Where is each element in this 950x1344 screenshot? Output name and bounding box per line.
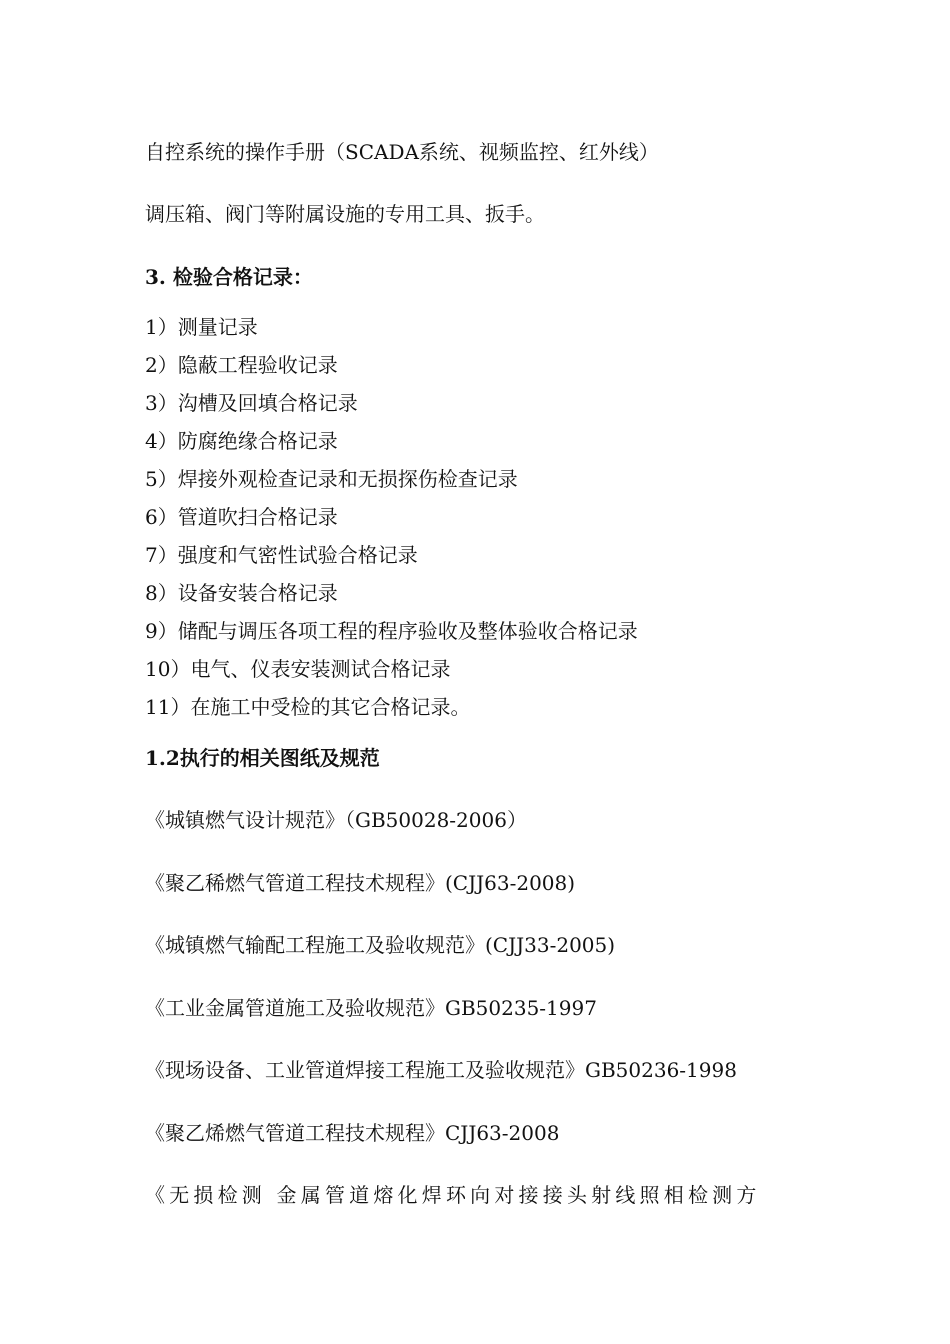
standard-item-4: 《工业金属管道施工及验收规范》GB50235-1997 [145, 996, 597, 1020]
record-item-1: 1）测量记录 [145, 315, 258, 339]
section-1-2-heading: 1.2执行的相关图纸及规范 [145, 746, 380, 770]
record-item-8: 8）设备安装合格记录 [145, 581, 338, 605]
record-item-11: 11）在施工中受检的其它合格记录。 [145, 695, 471, 719]
section-3-heading: 3. 检验合格记录： [145, 265, 313, 289]
standard-item-1: 《城镇燃气设计规范》（GB50028-2006） [145, 808, 527, 832]
record-item-6: 6）管道吹扫合格记录 [145, 505, 338, 529]
standard-item-7: 《无损检测 金属管道熔化焊环向对接接头射线照相检测方 [145, 1183, 761, 1207]
standard-item-3: 《城镇燃气输配工程施工及验收规范》(CJJ33-2005) [145, 933, 616, 957]
record-item-4: 4）防腐绝缘合格记录 [145, 429, 338, 453]
record-item-7: 7）强度和气密性试验合格记录 [145, 543, 418, 567]
record-item-9: 9）储配与调压各项工程的程序验收及整体验收合格记录 [145, 619, 638, 643]
record-item-10: 10）电气、仪表安装测试合格记录 [145, 657, 451, 681]
standard-item-2: 《聚乙稀燃气管道工程技术规程》(CJJ63-2008) [145, 871, 576, 895]
record-item-5: 5）焊接外观检查记录和无损探伤检查记录 [145, 467, 518, 491]
intro-line-scada-manual: 自控系统的操作手册（SCADA系统、视频监控、红外线） [145, 140, 659, 164]
record-item-2: 2）隐蔽工程验收记录 [145, 353, 338, 377]
standard-item-6: 《聚乙烯燃气管道工程技术规程》CJJ63-2008 [145, 1121, 560, 1145]
intro-line-special-tools: 调压箱、阀门等附属设施的专用工具、扳手。 [145, 202, 545, 226]
record-item-3: 3）沟槽及回填合格记录 [145, 391, 358, 415]
standard-item-5: 《现场设备、工业管道焊接工程施工及验收规范》GB50236-1998 [145, 1058, 737, 1082]
